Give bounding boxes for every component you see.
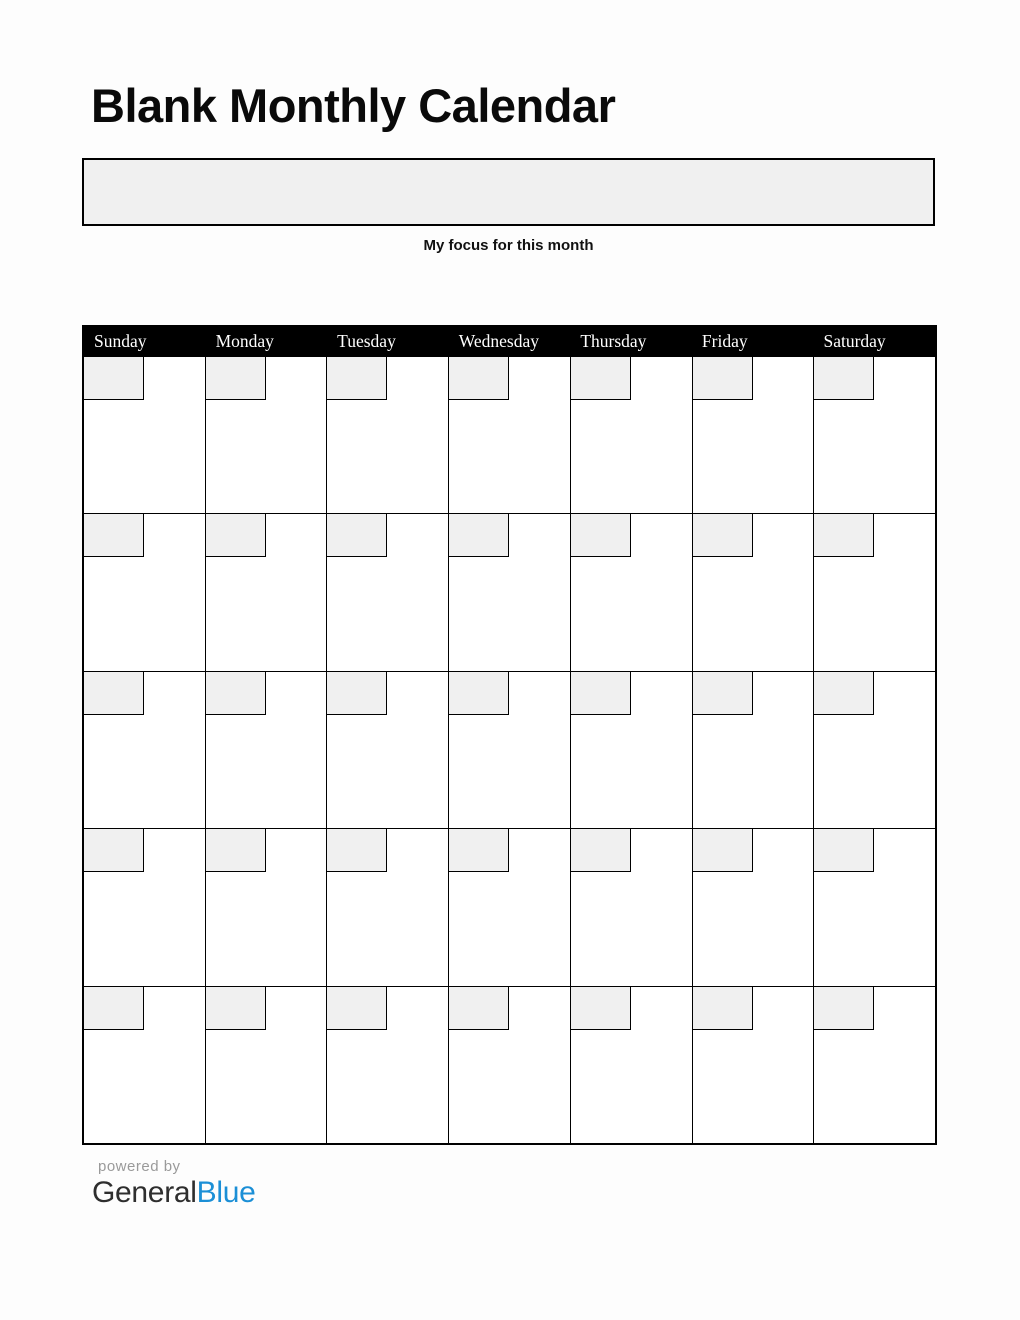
powered-by-text: powered by (98, 1158, 181, 1175)
focus-label: My focus for this month (423, 237, 594, 254)
calendar-day-cell[interactable] (449, 987, 571, 1143)
date-number-box (571, 672, 631, 715)
calendar-day-cell[interactable] (449, 514, 571, 670)
date-number-box (206, 672, 266, 715)
date-number-box (814, 357, 874, 400)
date-number-box (814, 829, 874, 872)
date-number-box (571, 514, 631, 557)
date-number-box (571, 829, 631, 872)
date-number-box (206, 829, 266, 872)
calendar-day-cell[interactable] (84, 357, 206, 513)
date-number-box (327, 987, 387, 1030)
calendar-day-cell[interactable] (206, 357, 328, 513)
calendar-week-row-5 (84, 987, 935, 1143)
date-number-box (571, 357, 631, 400)
date-number-box (814, 987, 874, 1030)
calendar-day-cell[interactable] (814, 987, 935, 1143)
date-number-box (206, 987, 266, 1030)
date-number-box (327, 672, 387, 715)
calendar-week-row-1 (84, 357, 935, 514)
calendar-day-cell[interactable] (571, 829, 693, 985)
calendar-day-cell[interactable] (693, 987, 815, 1143)
day-header-monday: Monday (215, 331, 274, 351)
calendar-day-cell[interactable] (571, 987, 693, 1143)
calendar-day-cell[interactable] (693, 514, 815, 670)
calendar-day-cell[interactable] (814, 514, 935, 670)
date-number-box (571, 987, 631, 1030)
date-number-box (84, 829, 144, 872)
date-number-box (84, 672, 144, 715)
calendar-day-cell[interactable] (449, 672, 571, 828)
monthly-calendar-table (82, 325, 937, 1145)
brand-general-text: General (92, 1176, 197, 1209)
date-number-box (449, 514, 509, 557)
footer (92, 1158, 256, 1210)
day-header-friday: Friday (701, 331, 748, 351)
date-number-box (327, 829, 387, 872)
calendar-day-cell[interactable] (571, 514, 693, 670)
date-number-box (206, 357, 266, 400)
calendar-day-cell[interactable] (84, 514, 206, 670)
calendar-day-cell[interactable] (327, 357, 449, 513)
calendar-week-row-2 (84, 514, 935, 671)
calendar-day-cell[interactable] (814, 672, 935, 828)
calendar-day-cell[interactable] (84, 987, 206, 1143)
page-title: Blank Monthly Calendar (91, 79, 616, 132)
date-number-box (327, 514, 387, 557)
date-number-box (84, 987, 144, 1030)
day-header-wednesday: Wednesday (458, 331, 539, 351)
day-header-saturday: Saturday (823, 331, 886, 351)
date-number-box (693, 987, 753, 1030)
calendar-day-cell[interactable] (206, 672, 328, 828)
generalblue-logo (92, 1176, 256, 1210)
calendar-day-cell[interactable] (693, 357, 815, 513)
brand-blue-text: Blue (196, 1176, 256, 1209)
calendar-week-row-4 (84, 829, 935, 986)
day-header-tuesday: Tuesday (337, 331, 396, 351)
date-number-box (693, 357, 753, 400)
focus-input-box[interactable] (82, 158, 935, 226)
date-number-box (449, 672, 509, 715)
day-header-thursday: Thursday (580, 331, 647, 351)
calendar-day-cell[interactable] (814, 829, 935, 985)
date-number-box (84, 514, 144, 557)
calendar-day-cell[interactable] (84, 829, 206, 985)
calendar-day-cell[interactable] (571, 357, 693, 513)
date-number-box (693, 672, 753, 715)
calendar-day-cell[interactable] (206, 987, 328, 1143)
date-number-box (814, 672, 874, 715)
date-number-box (449, 829, 509, 872)
day-header-sunday: Sunday (94, 331, 147, 351)
calendar-week-row-3 (84, 672, 935, 829)
calendar-day-cell[interactable] (814, 357, 935, 513)
date-number-box (84, 357, 144, 400)
calendar-day-cell[interactable] (571, 672, 693, 828)
date-number-box (693, 829, 753, 872)
calendar-day-cell[interactable] (693, 672, 815, 828)
date-number-box (814, 514, 874, 557)
calendar-day-cell[interactable] (84, 672, 206, 828)
calendar-day-cell[interactable] (206, 514, 328, 670)
calendar-day-cell[interactable] (449, 829, 571, 985)
date-number-box (449, 987, 509, 1030)
date-number-box (693, 514, 753, 557)
calendar-day-cell[interactable] (327, 514, 449, 670)
calendar-day-cell[interactable] (449, 357, 571, 513)
date-number-box (206, 514, 266, 557)
date-number-box (327, 357, 387, 400)
calendar-header-row (84, 327, 935, 357)
calendar-day-cell[interactable] (327, 672, 449, 828)
calendar-day-cell[interactable] (206, 829, 328, 985)
calendar-day-cell[interactable] (693, 829, 815, 985)
date-number-box (449, 357, 509, 400)
calendar-day-cell[interactable] (327, 829, 449, 985)
calendar-day-cell[interactable] (327, 987, 449, 1143)
